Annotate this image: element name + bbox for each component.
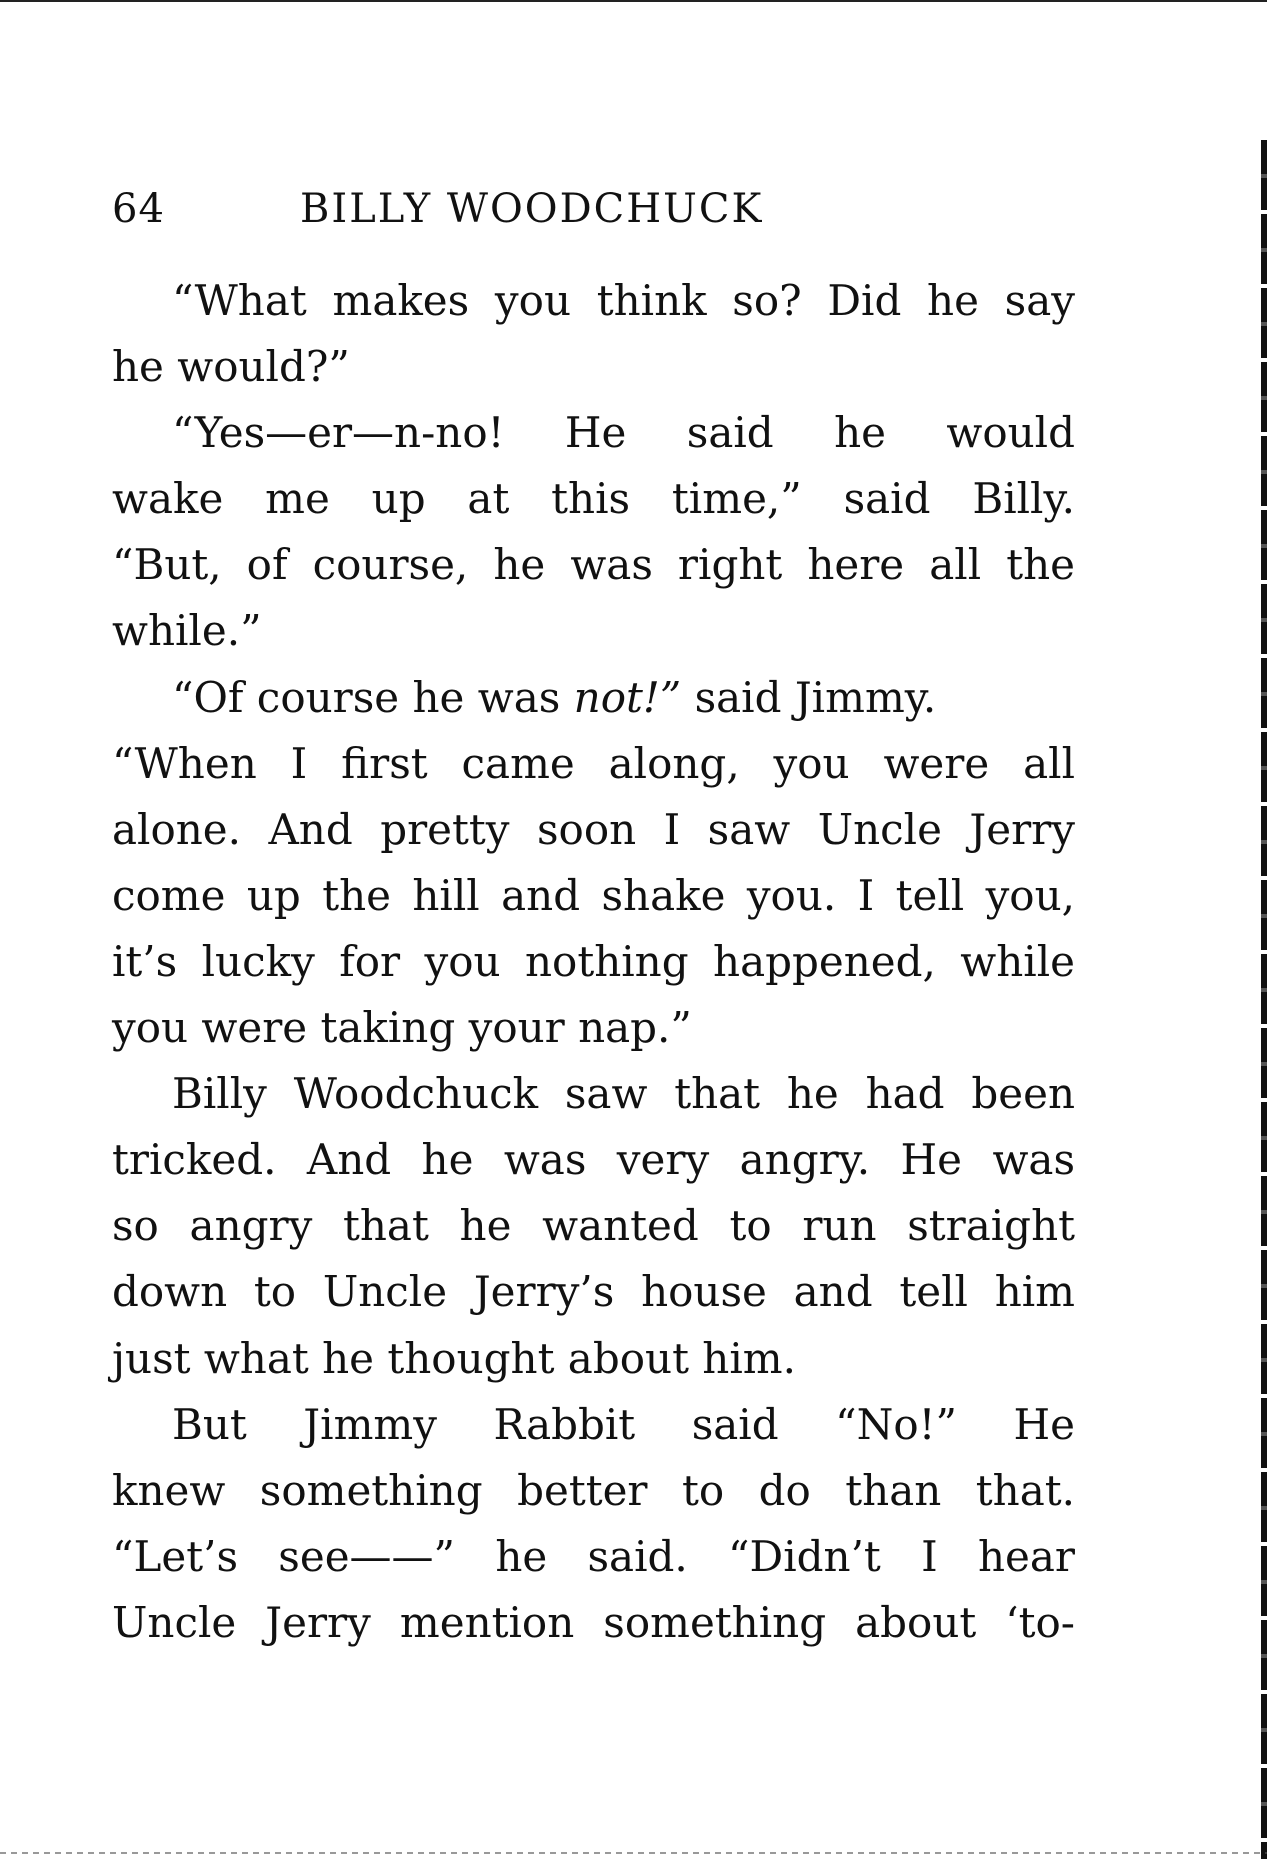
text-segment: “Of course he was	[172, 672, 574, 722]
text-line: Uncle Jerry mention something about ‘to-	[112, 1597, 1075, 1647]
text-line: you were taking your nap.”	[112, 1003, 692, 1053]
text-line: knew something better to do than that.	[112, 1465, 1075, 1515]
text-line: Billy Woodchuck saw that he had been	[172, 1069, 1075, 1119]
text-line: come up the hill and shake you. I tell you,	[112, 870, 1075, 920]
bottom-page-edge	[0, 1852, 1267, 1854]
text-segment: said Jimmy.	[681, 672, 937, 722]
text-line: “Yes—er—n-no! He said he would	[172, 408, 1075, 458]
text-line-with-italic	[112, 665, 1075, 731]
text-line: while.”	[112, 606, 262, 656]
running-title: BILLY WOODCHUCK	[300, 186, 764, 232]
text-line: so angry that he wanted to run straight	[112, 1201, 1075, 1251]
text-line: wake me up at this time,” said Billy.	[112, 474, 1075, 524]
text-line: tricked. And he was very angry. He was	[112, 1135, 1075, 1185]
text-line: “But, of course, he was right here all the	[112, 540, 1075, 590]
text-line: down to Uncle Jerry’s house and tell him	[112, 1267, 1075, 1317]
page-number: 64	[112, 186, 165, 232]
binding-edge	[1261, 140, 1267, 1859]
text-line: it’s lucky for you nothing happened, while	[112, 936, 1075, 986]
page-header	[112, 186, 912, 232]
text-line: he would?”	[112, 342, 350, 392]
text-line: alone. And pretty soon I saw Uncle Jerry	[112, 804, 1075, 854]
text-line: But Jimmy Rabbit said “No!” He	[172, 1399, 1075, 1449]
text-line: “What makes you think so? Did he say	[172, 276, 1075, 325]
text-line: “Let’s see——” he said. “Didn’t I hear	[112, 1531, 1075, 1581]
text-line: just what he thought about him.	[112, 1333, 796, 1383]
body-text	[112, 268, 1075, 1656]
italic-emphasis: not!”	[573, 672, 682, 722]
top-page-edge	[0, 0, 1267, 2]
text-line: “When I first came along, you were all	[112, 738, 1075, 788]
